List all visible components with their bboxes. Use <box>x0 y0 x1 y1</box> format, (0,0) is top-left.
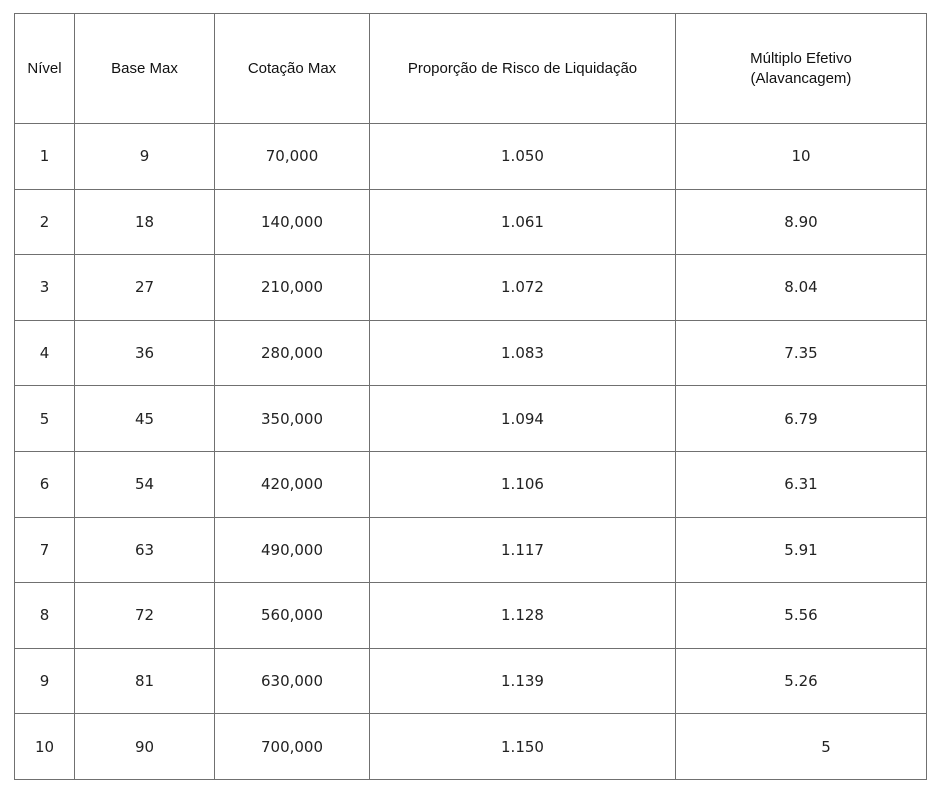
cell-risk-ratio: 1.106 <box>370 451 676 517</box>
cell-effective-multiple: 5 <box>676 714 927 780</box>
cell-base-max: 45 <box>75 386 215 452</box>
table-row <box>15 124 927 190</box>
cell-risk-ratio: 1.061 <box>370 189 676 255</box>
header-level: Nível <box>15 14 75 124</box>
cell-level: 5 <box>15 386 75 452</box>
table-row <box>15 648 927 714</box>
table-row <box>15 714 927 780</box>
cell-base-max: 18 <box>75 189 215 255</box>
cell-effective-multiple: 10 <box>676 124 927 190</box>
header-multiple-line2: (Alavancagem) <box>750 69 852 87</box>
cell-base-max: 36 <box>75 320 215 386</box>
cell-quote-max: 420,000 <box>215 451 370 517</box>
cell-level: 7 <box>15 517 75 583</box>
cell-effective-multiple: 5.91 <box>676 517 927 583</box>
cell-base-max: 72 <box>75 583 215 649</box>
cell-quote-max: 210,000 <box>215 255 370 321</box>
cell-effective-multiple: 8.90 <box>676 189 927 255</box>
header-quote-max: Cotação Max <box>215 14 370 124</box>
table-row <box>15 386 927 452</box>
cell-quote-max: 350,000 <box>215 386 370 452</box>
cell-effective-multiple: 6.31 <box>676 451 927 517</box>
cell-base-max: 54 <box>75 451 215 517</box>
table-row <box>15 255 927 321</box>
cell-risk-ratio: 1.139 <box>370 648 676 714</box>
cell-quote-max: 280,000 <box>215 320 370 386</box>
table-row <box>15 451 927 517</box>
cell-effective-multiple: 5.56 <box>676 583 927 649</box>
table-row <box>15 189 927 255</box>
cell-level: 8 <box>15 583 75 649</box>
cell-level: 9 <box>15 648 75 714</box>
header-effective-multiple <box>676 14 927 124</box>
cell-level: 6 <box>15 451 75 517</box>
cell-base-max: 27 <box>75 255 215 321</box>
cell-level: 10 <box>15 714 75 780</box>
cell-quote-max: 140,000 <box>215 189 370 255</box>
cell-risk-ratio: 1.072 <box>370 255 676 321</box>
cell-effective-multiple: 7.35 <box>676 320 927 386</box>
cell-risk-ratio: 1.117 <box>370 517 676 583</box>
cell-effective-multiple: 8.04 <box>676 255 927 321</box>
cell-risk-ratio: 1.083 <box>370 320 676 386</box>
table-body <box>15 124 927 780</box>
cell-level: 4 <box>15 320 75 386</box>
cell-base-max: 9 <box>75 124 215 190</box>
cell-base-max: 90 <box>75 714 215 780</box>
header-multiple-line1: Múltiplo Efetivo <box>750 49 852 67</box>
leverage-table-container <box>14 13 926 780</box>
cell-quote-max: 560,000 <box>215 583 370 649</box>
cell-risk-ratio: 1.150 <box>370 714 676 780</box>
cell-quote-max: 490,000 <box>215 517 370 583</box>
cell-risk-ratio: 1.050 <box>370 124 676 190</box>
header-row <box>15 14 927 124</box>
cell-level: 2 <box>15 189 75 255</box>
table-row <box>15 517 927 583</box>
table-row <box>15 320 927 386</box>
table-header <box>15 14 927 124</box>
cell-effective-multiple: 6.79 <box>676 386 927 452</box>
cell-risk-ratio: 1.128 <box>370 583 676 649</box>
cell-risk-ratio: 1.094 <box>370 386 676 452</box>
table-row <box>15 583 927 649</box>
header-base-max: Base Max <box>75 14 215 124</box>
leverage-tier-table <box>14 13 927 780</box>
cell-base-max: 81 <box>75 648 215 714</box>
cell-level: 3 <box>15 255 75 321</box>
header-risk-ratio: Proporção de Risco de Liquidação <box>370 14 676 124</box>
cell-effective-multiple: 5.26 <box>676 648 927 714</box>
cell-quote-max: 70,000 <box>215 124 370 190</box>
cell-quote-max: 700,000 <box>215 714 370 780</box>
cell-base-max: 63 <box>75 517 215 583</box>
cell-quote-max: 630,000 <box>215 648 370 714</box>
cell-level: 1 <box>15 124 75 190</box>
